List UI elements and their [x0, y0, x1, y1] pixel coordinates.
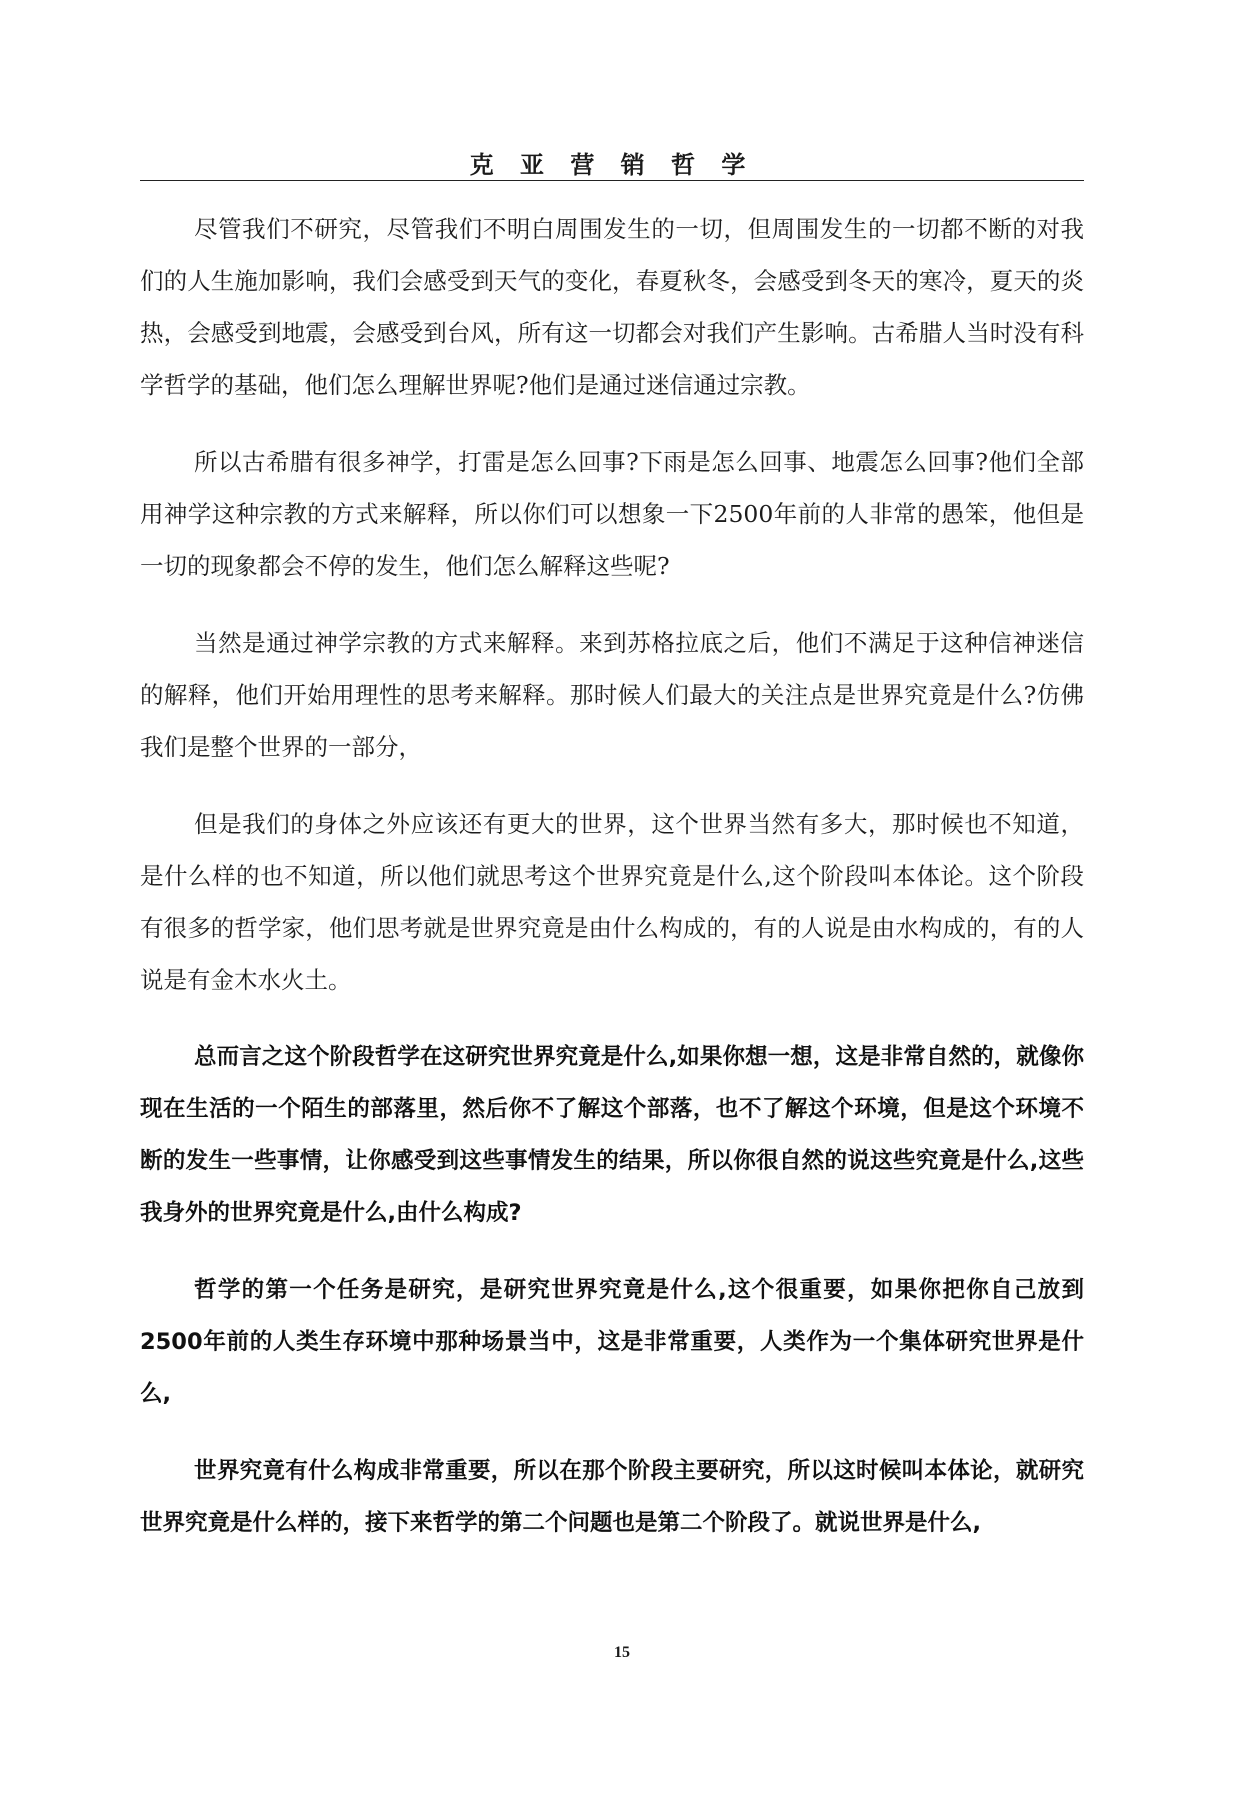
paragraph-5: 总而言之这个阶段哲学在这研究世界究竟是什么,如果你想一想，这是非常自然的，就像你现在生活的一个陌生的部落里，然后你不了解这个部落，也不了解这个环境，但是这个环境不断的发生一些事情，让你感受到这些事情发生的结果，所以你很自然的说这些究竟是什么,这些我身外的世界究竟是什么,由什么构成? [140, 1044, 1084, 1226]
body-text [140, 203, 1084, 1574]
paragraph-4: 但是我们的身体之外应该还有更大的世界，这个世界当然有多大，那时候也不知道，是什么样的也不知道，所以他们就思考这个世界究竟是什么,这个阶段叫本体论。这个阶段有很多的哲学家，他们思考就是世界究竟是由什么构成的，有的人说是由水构成的，有的人说是有金木水火土。 [140, 810, 1084, 994]
header-divider [140, 180, 1084, 181]
paragraph-6: 哲学的第一个任务是研究，是研究世界究竟是什么,这个很重要，如果你把你自己放到2500年前的人类生存环境中那种场景当中，这是非常重要，人类作为一个集体研究世界是什么, [140, 1277, 1084, 1407]
paragraph-2: 所以古希腊有很多神学，打雷是怎么回事?下雨是怎么回事、地震怎么回事?他们全部用神学这种宗教的方式来解释，所以你们可以想象一下2500年前的人非常的愚笨，他但是一切的现象都会不停的发生，他们怎么解释这些呢? [140, 448, 1084, 580]
page-number: 15 [614, 1644, 630, 1661]
running-header-title: 克 亚 营 销 哲 学 [469, 151, 755, 179]
paragraph-1: 尽管我们不研究，尽管我们不明白周围发生的一切，但周围发生的一切都不断的对我们的人生施加影响，我们会感受到天气的变化，春夏秋冬，会感受到冬天的寒冷，夏天的炎热，会感受到地震，会感受到台风，所有这一切都会对我们产生影响。古希腊人当时没有科学哲学的基础，他们怎么理解世界呢?他们是通过迷信通过宗教。 [140, 215, 1084, 399]
paragraph-7: 世界究竟有什么构成非常重要，所以在那个阶段主要研究，所以这时候叫本体论，就研究世界究竟是什么样的，接下来哲学的第二个问题也是第二个阶段了。就说世界是什么, [140, 1458, 1084, 1536]
paragraph-3: 当然是通过神学宗教的方式来解释。来到苏格拉底之后，他们不满足于这种信神迷信的解释，他们开始用理性的思考来解释。那时候人们最大的关注点是世界究竟是什么?仿佛我们是整个世界的一部分， [140, 629, 1084, 761]
